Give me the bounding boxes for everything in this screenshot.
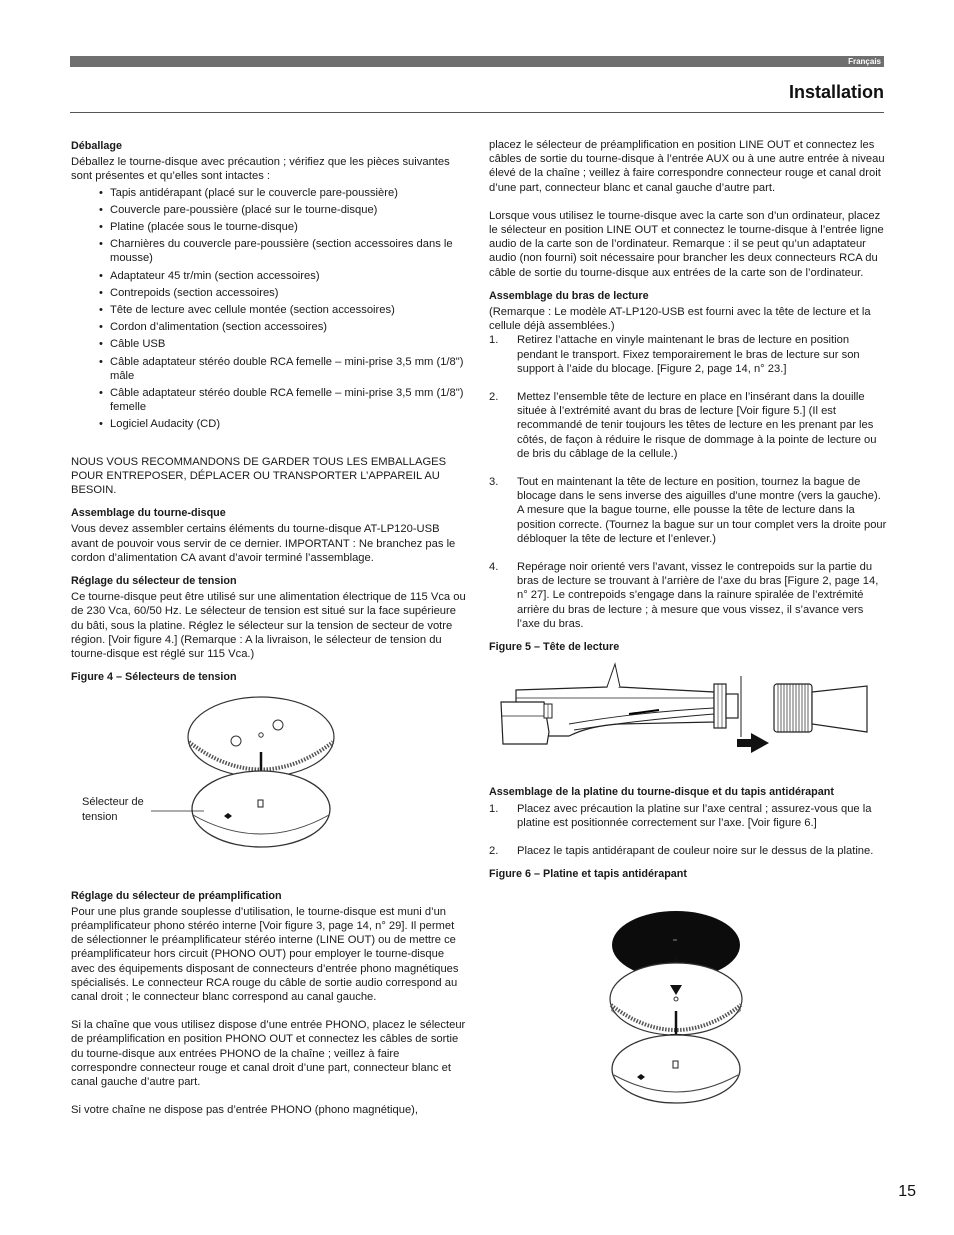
list-item: 3. Tout en maintenant la tête de lecture en position, tournez la bague de blocage dans le sens inverse des aiguilles d’une montre (vers la gauche). A mesure que la bague tourne, elle pousse la tête de lecture dans la position correcte. (Tournez la bague sur un tour complet vers la droite pour débloquer la tête de lecture et l’enlever.) bbox=[489, 476, 887, 545]
list-item: 2. Placez le tapis antidérapant de couleur noire sur le dessus de la platine. bbox=[489, 844, 874, 857]
preamp-paragraph-3: Si votre chaîne ne dispose pas d’entrée PHONO (phono magnétique), bbox=[71, 1104, 419, 1117]
assembly-heading: Assemblage du tourne-disque bbox=[71, 507, 226, 520]
platter-heading: Assemblage de la platine du tourne-disque et du tapis antidérapant bbox=[489, 786, 834, 799]
page-number: 15 bbox=[898, 1183, 916, 1200]
list-item: • Tapis antidérapant (placé sur le couvercle pare-poussière) bbox=[71, 186, 466, 200]
list-item: 2. Mettez l’ensemble tête de lecture en place en l’insérant dans la douille située à l’extrémité avant du bras de lecture [Voir figure 5.] (Il est recommandé de tenir toujours les têtes de lecture en les prenant par les côtés, de façon à réduire le risque de dommage à la pointe de lecture ou de bris du câblage de la cellule.) bbox=[489, 391, 877, 460]
platter-steps bbox=[489, 802, 887, 859]
preamp-heading: Réglage du sélecteur de préamplification bbox=[71, 889, 282, 902]
preamp-continued-1: placez le sélecteur de préamplification en position LINE OUT et connectez les câbles de sortie du tourne-disque à l’entrée AUX ou à une autre entrée à niveau élevé de la chaîne ; veillez à faire correspondre connecteur rouge et canal droit d’une part, connecteur blanc et canal gauche d’autre part. bbox=[489, 139, 885, 194]
list-item: 4. Repérage noir orienté vers l’avant, vissez le contrepoids sur la partie du bras de lecture se trouvant à l’arrière de l’axe du bras [Figure 2, page 14, n° 27]. Le contrepoids s’engage dans la rainure spiralée de l’extrémité arrière du bras de lecture ; à mesure que vous vissez, il s’avance vers l’axe du bras. bbox=[489, 561, 879, 630]
figure6-caption: Figure 6 – Platine et tapis antidérapant bbox=[489, 868, 687, 881]
preamp-paragraph-2: Si la chaîne que vous utilisez dispose d’une entrée PHONO, placez le sélecteur de préamplification en position PHONO OUT et connectez les câbles de sortie du tourne-disque aux entrées PHONO de la chaîne ; veillez à faire correspondre connecteur rouge et canal droit d’une part, connecteur blanc et canal gauche d’autre part. bbox=[71, 1019, 466, 1088]
list-item: • Adaptateur 45 tr/min (section accessoires) bbox=[71, 269, 466, 283]
list-item: • Charnières du couvercle pare-poussière (section accessoires dans le mousse) bbox=[71, 237, 466, 265]
tonearm-heading: Assemblage du bras de lecture bbox=[489, 289, 649, 302]
title-divider bbox=[70, 112, 884, 113]
platter-mat-illustration bbox=[489, 889, 884, 1114]
language-label: Français bbox=[848, 57, 881, 66]
preamp-paragraph-1: Pour une plus grande souplesse d’utilisation, le tourne-disque est muni d’un préamplificateur phono stéréo interne [Voir figure 3, page 14, n° 29]. Il permet de sélectionner le préamplificateur stéréo interne (LINE OUT) ou de mettre ce préamplificateur hors circuit (PHONO OUT) pour employer le tourne-disque avec des équipements disposant de connecteurs d’entrée phono magnétiques spécialisés. Le connecteur RCA rouge du câble de sortie audio correspond au canal droit ; le connecteur blanc correspond au canal gauche. bbox=[71, 905, 459, 1003]
figure5-caption: Figure 5 – Tête de lecture bbox=[489, 641, 620, 654]
list-item: 1. Retirez l’attache en vinyle maintenant le bras de lecture en position pendant le transport. Fixez temporairement le bras de lecture sur son support à l’aide du blocage. [Figure 2, page 14, n° 23.] bbox=[489, 334, 860, 375]
list-item: • Cordon d’alimentation (section accessoires) bbox=[71, 320, 466, 334]
parts-list bbox=[71, 186, 466, 432]
figure4-caption: Figure 4 – Sélecteurs de tension bbox=[71, 671, 237, 684]
voltage-heading: Réglage du sélecteur de tension bbox=[71, 575, 237, 588]
list-item: • Tête de lecture avec cellule montée (section accessoires) bbox=[71, 303, 466, 317]
assembly-text: Vous devez assembler certains éléments du tourne-disque AT-LP120-USB avant de pouvoir vous servir de ce dernier. IMPORTANT : Ne branchez pas le cordon d’alimentation CA avant d’avoir terminé l’assemblage. bbox=[71, 523, 456, 564]
list-item: • Contrepoids (section accessoires) bbox=[71, 286, 466, 300]
tonearm-steps bbox=[489, 333, 887, 631]
language-bar bbox=[70, 56, 884, 67]
voltage-text: Ce tourne-disque peut être utilisé sur une alimentation électrique de 115 Vca ou de 230 Vca, 60/50 Hz. Le sélecteur de tension est situé sur la face supérieure du bâti, sous la platine. Réglez le sélecteur sur la tension de secteur de votre région. [Voir figure 4.] (Remarque : A la livraison, le sélecteur de tension du tourne-disque est réglé sur 115 Vca.) bbox=[71, 591, 466, 661]
packaging-warning: NOUS VOUS RECOMMANDONS DE GARDER TOUS LES EMBALLAGES POUR ENTREPOSER, DÉPLACER OU TRANSPORTER L’APPAREIL AU BESOIN. bbox=[71, 455, 447, 497]
tonearm-intro: (Remarque : Le modèle AT-LP120-USB est fourni avec la tête de lecture et la cellule déjà assemblées.) bbox=[489, 306, 871, 333]
headshell-illustration bbox=[489, 662, 884, 777]
figure4 bbox=[71, 687, 466, 885]
unpacking-intro: Déballez le tourne-disque avec précaution ; vérifiez que les pièces suivantes sont présentes et qu’elles sont intactes : bbox=[71, 156, 450, 183]
list-item: • Câble adaptateur stéréo double RCA femelle – mini-prise 3,5 mm (1/8") mâle bbox=[71, 355, 466, 383]
list-item: • Couvercle pare-poussière (placé sur le tourne-disque) bbox=[71, 203, 466, 217]
list-item: 1. Placez avec précaution la platine sur l’axe central ; assurez-vous que la platine est positionnée correctement sur l’axe. [Voir figure 6.] bbox=[489, 802, 872, 829]
preamp-continued-2: Lorsque vous utilisez le tourne-disque avec la carte son d’un ordinateur, placez le sélecteur en position LINE OUT et connectez le tourne-disque à l’entrée ligne audio de la carte son de l’ordinateur. Remarque : il se peut qu’un adaptateur audio (non fourni) soit nécessaire pour brancher les deux connecteurs RCA du câble de sortie du tourne-disque aux entrées de la carte son de l’ordinateur. bbox=[489, 209, 884, 279]
right-column bbox=[489, 138, 887, 1114]
list-item: • Platine (placée sous le tourne-disque) bbox=[71, 220, 466, 234]
list-item: • Câble adaptateur stéréo double RCA femelle – mini-prise 3,5 mm (1/8") femelle bbox=[71, 386, 466, 414]
list-item: • Câble USB bbox=[71, 337, 466, 351]
left-column bbox=[71, 139, 466, 1117]
voltage-selector-label: Sélecteur de tension bbox=[82, 795, 144, 823]
unpacking-heading: Déballage bbox=[71, 140, 123, 152]
voltage-selector-illustration bbox=[71, 687, 466, 885]
list-item: • Logiciel Audacity (CD) bbox=[71, 417, 466, 431]
page-title: Installation bbox=[788, 82, 884, 102]
